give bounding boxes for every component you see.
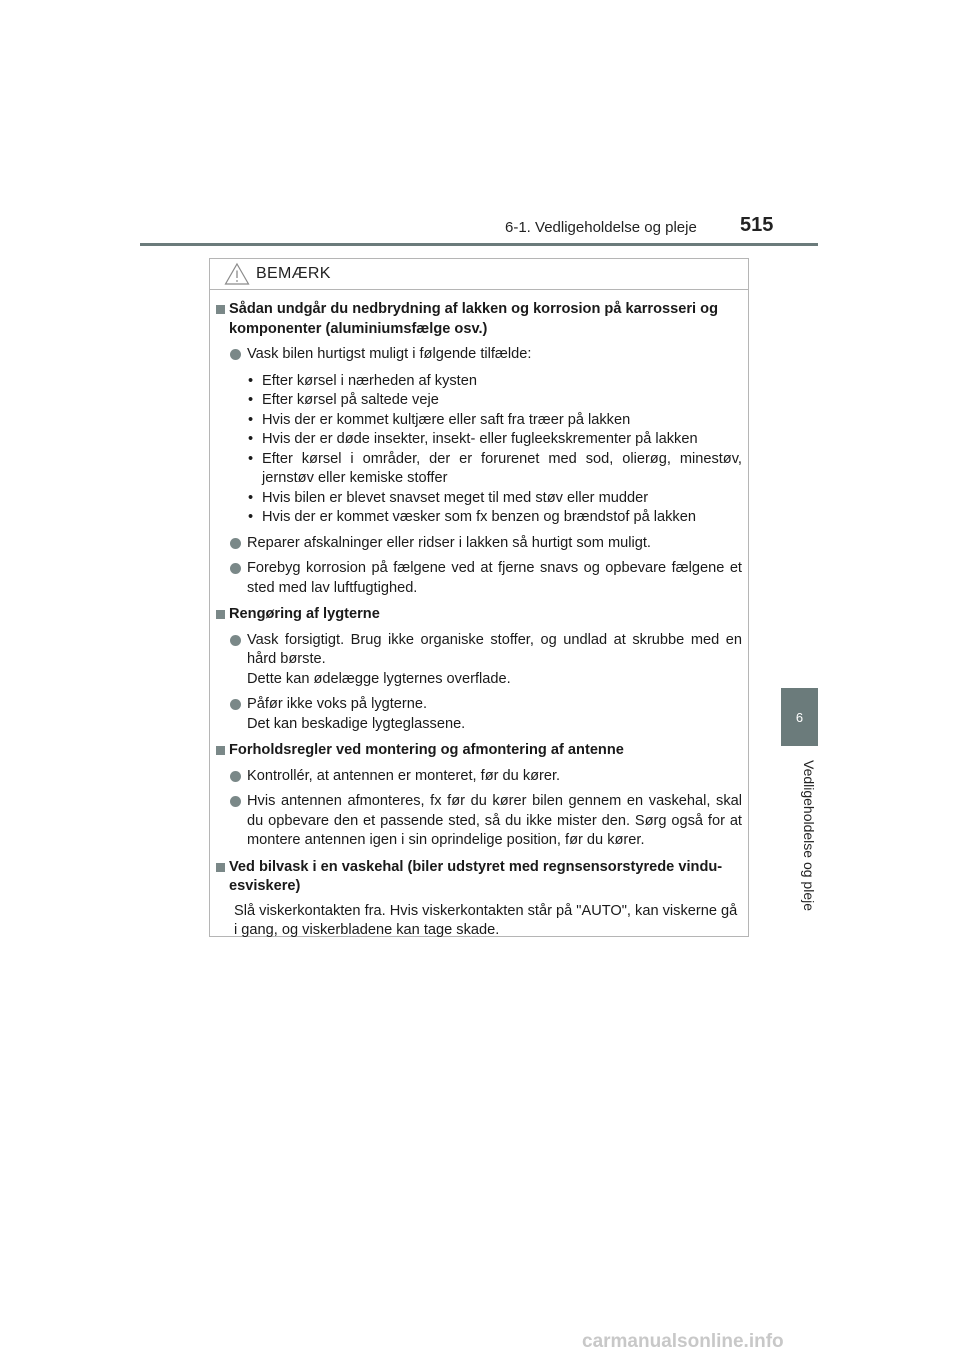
list-item: Vask bilen hurtigst muligt i følgende tilfælde: [216,345,742,365]
list-item: Vask forsigtigt. Brug ikke organiske stoffer, og undlad at skrubbe med en hård børste. Dette kan ødelægge lygternes overflade. [216,631,742,690]
chapter-label: Vedligeholdelse og pleje [801,760,817,912]
circle-bullet-icon [230,538,241,549]
circle-bullet-icon [230,563,241,574]
circle-bullet-icon [230,635,241,646]
list-item: Påfør ikke voks på lygterne. Det kan beskadige lygteglassene. [216,695,742,734]
section-heading: Forholdsregler ved montering og afmontering af antenne [216,741,742,761]
sub-item: • Hvis bilen er blevet snavset meget til med støv eller mudder [248,489,649,506]
warning-triangle-icon [224,262,250,286]
square-bullet-icon [216,746,225,755]
sub-item: • Efter kørsel i områder, der er forurenet med sod, olierøg, minestøv, jernstøv eller kemiske stoffer [248,450,742,486]
section-paragraph: Slå viskerkontakten fra. Hvis viskerkontakten står på "AUTO", kan viskerne gå i gang, og viskerbladene kan tage skade. [234,902,738,938]
circle-bullet-icon [230,796,241,807]
circle-bullet-icon [230,349,241,360]
circle-bullet-icon [230,771,241,782]
notice-body [210,290,748,941]
section-title: 6-1. Vedligeholdelse og pleje [505,219,697,236]
notice-title: BEMÆRK [256,265,331,282]
sub-item: • Hvis der er døde insekter, insekt- eller fugleekskrementer på lakken [248,431,698,447]
circle-bullet-icon [230,699,241,710]
section-heading: Ved bilvask i en vaskehal (biler udstyret med regnsensorstyrede vindu-esviskere) [216,858,742,897]
chapter-tab [781,688,818,746]
list-item: Reparer afskalninger eller ridser i lakken så hurtigt som muligt. [216,534,742,554]
sub-item: • Efter kørsel i nærheden af kysten [248,372,477,389]
watermark: carmanualsonline.info [582,1331,784,1352]
list-item: Forebyg korrosion på fælgene ved at fjerne snavs og opbevare fælgene et sted med lav luftfugtighed. [216,559,742,598]
sub-item: • Hvis der er kommet kultjære eller saft fra træer på lakken [248,411,631,428]
notice-header [210,259,748,290]
header-rule [140,243,818,246]
notice-box [209,258,749,937]
square-bullet-icon [216,610,225,619]
chapter-number: 6 [795,709,804,725]
list-item: Hvis antennen afmonteres, fx før du kører bilen gennem en vaskehal, skal du opbevare den et passende sted, så du ikke mister den. Sørg også for at montere antennen igen i sin oprindelige position, før du kører. [216,792,742,851]
section-heading: Sådan undgår du nedbrydning af lakken og korrosion på karrosseri og komponenter (aluminiumsfælge osv.) [216,300,742,339]
page-number: 515 [740,214,774,236]
square-bullet-icon [216,305,225,314]
sub-item: • Hvis der er kommet væsker som fx benzen og brændstof på lakken [248,509,696,525]
sub-item: • Efter kørsel på saltede veje [248,392,439,408]
sub-list [216,372,742,528]
square-bullet-icon [216,863,225,872]
list-item: Kontrollér, at antennen er monteret, før du kører. [216,767,742,787]
section-heading: Rengøring af lygterne [216,605,742,625]
